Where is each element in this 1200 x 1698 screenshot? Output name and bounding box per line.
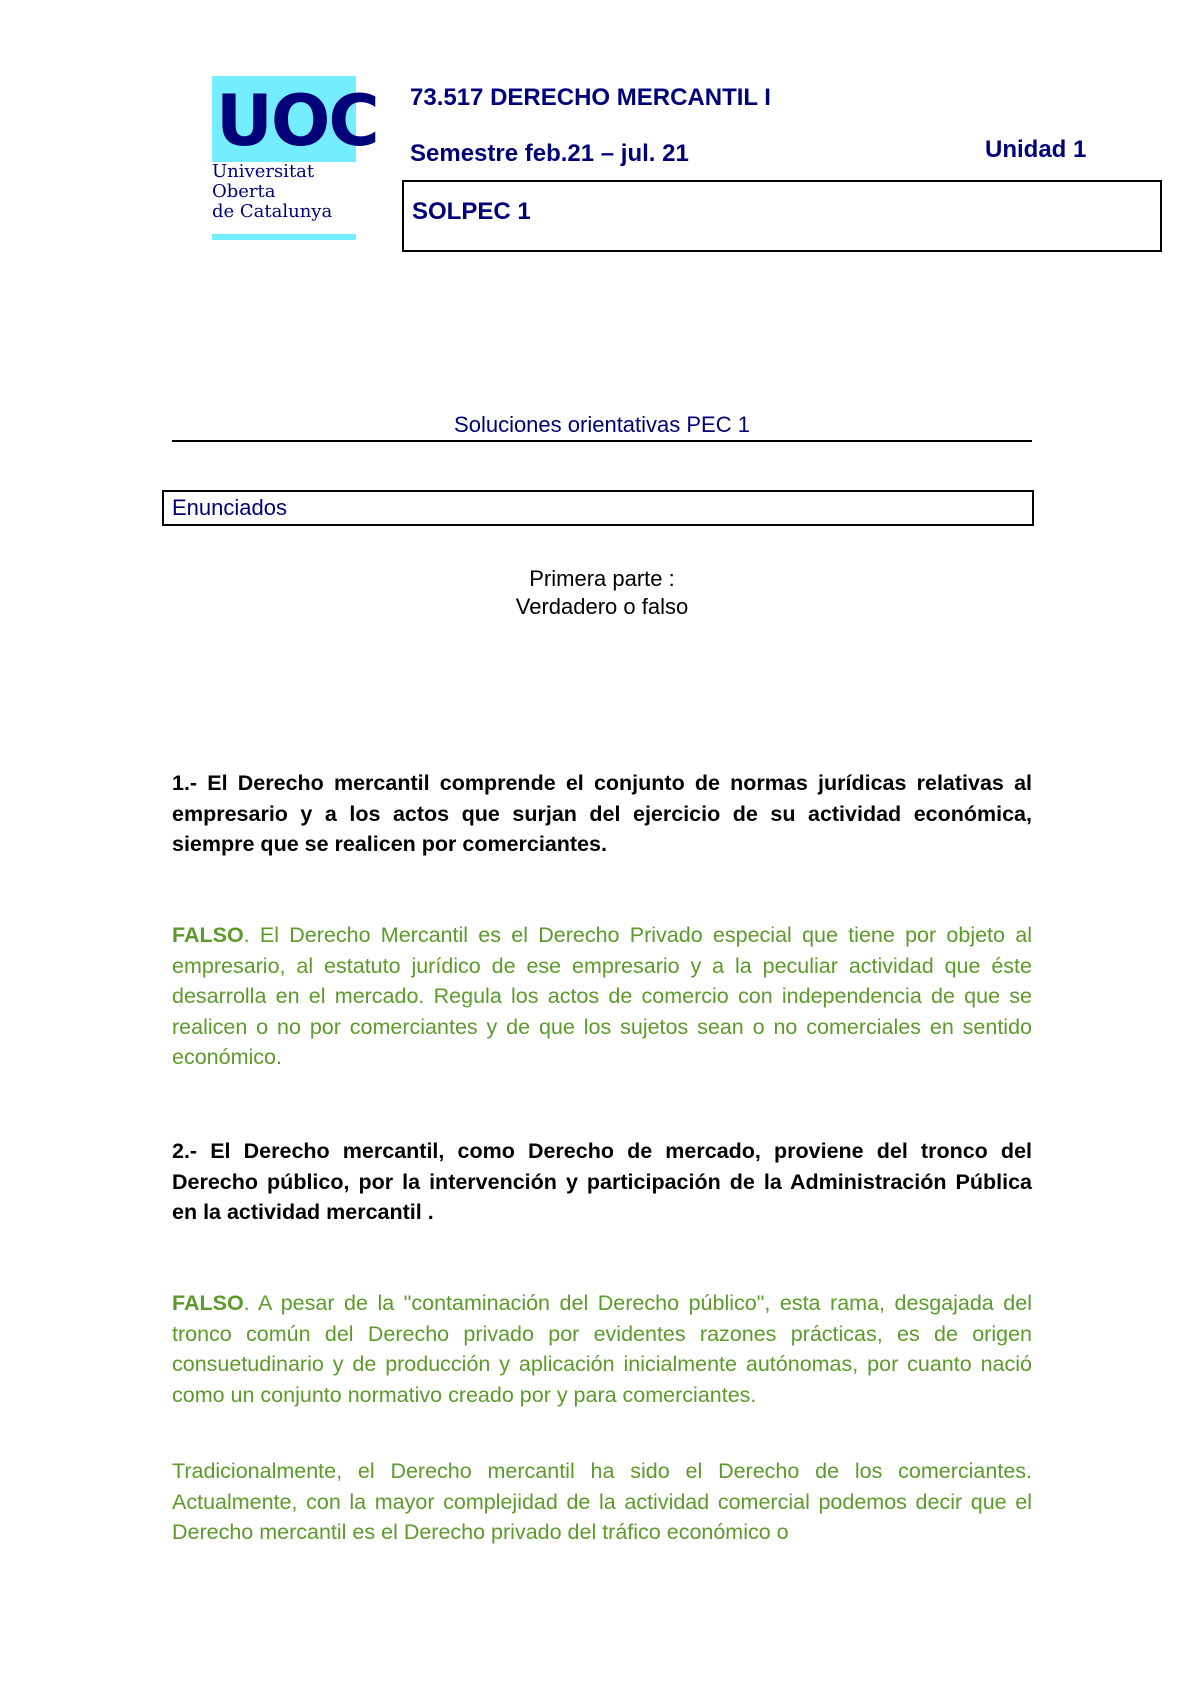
doc-label: SOLPEC 1 <box>412 198 531 225</box>
section-title: Soluciones orientativas PEC 1 <box>454 412 750 437</box>
answer-1 <box>172 920 1032 1073</box>
enunciados-box <box>162 490 1034 526</box>
answer-2-text: . A pesar de la "contaminación del Derecho público", esta rama, desgajada del tronco común del Derecho privado por evidentes razones prácticas, es de origen consuetudinario y de producción y aplicación inicialmente autónomas, por cuanto nació como un conjunto normativo creado por y para comerciantes. <box>172 1291 1032 1407</box>
part-subheading: Verdadero o falso <box>515 594 689 619</box>
uoc-logo <box>212 76 378 240</box>
logo-name-line-1: Universitat <box>212 161 315 182</box>
answer-2 <box>172 1288 1032 1410</box>
semester-label: Semestre feb.21 – jul. 21 <box>410 140 689 167</box>
question-1: 1.- El Derecho mercantil comprende el conjunto de normas jurídicas relativas al empresario y a los actos que surjan del ejercicio de su actividad económica, siempre que se realicen por comerciantes. <box>172 771 1032 856</box>
answer-1-text: . El Derecho Mercantil es el Derecho Privado especial que tiene por objeto al empresario, al estatuto jurídico de ese empresario y a la peculiar actividad que éste desarrolla en el mercado. Regula los actos de comercio con independencia de que se realicen o no por comerciantes y de que los sujetos sean o no comerciales en sentido económico. <box>172 923 1032 1069</box>
enunciados-label: Enunciados <box>172 495 287 520</box>
logo-underline-bar <box>212 234 356 240</box>
logo-name-line-3: de Catalunya <box>212 201 333 222</box>
answer-2-continuation: Tradicionalmente, el Derecho mercantil ha sido el Derecho de los comerciantes. Actualmente, con la mayor complejidad de la actividad comercial podemos decir que el Derecho mercantil es el Derecho privado del tráfico económico o <box>172 1459 1032 1544</box>
doc-label-box <box>402 180 1162 252</box>
logo-name-line-2: Oberta <box>212 181 276 202</box>
answer-1-verdict: FALSO <box>172 923 244 947</box>
question-2: 2.- El Derecho mercantil, como Derecho de mercado, proviene del tronco del Derecho público, por la intervención y participación de la Administración Pública en la actividad mercantil . <box>172 1139 1032 1224</box>
section-title-rule <box>172 440 1032 442</box>
course-title: 73.517 DERECHO MERCANTIL I <box>410 84 771 111</box>
logo-letters: UOC <box>216 80 378 162</box>
unit-label: Unidad 1 <box>985 136 1087 163</box>
logo-square <box>212 76 378 162</box>
answer-2-verdict: FALSO <box>172 1291 244 1315</box>
logo-university-name <box>212 162 332 222</box>
part-heading: Primera parte : <box>529 566 675 591</box>
